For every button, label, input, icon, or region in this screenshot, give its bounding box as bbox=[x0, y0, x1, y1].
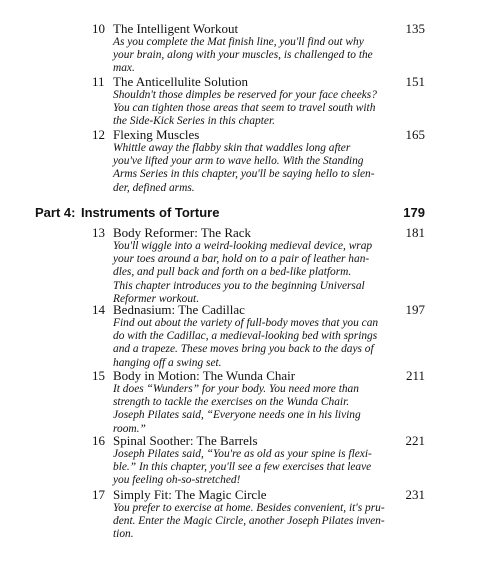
chapter-title: Body in Motion: The Wunda Chair bbox=[113, 368, 296, 383]
chapter-page: 231 bbox=[405, 487, 425, 502]
chapter-title: The Anticellulite Solution bbox=[113, 74, 249, 89]
chapter-description: Find out about the variety of full-body moves that you can do with the Cadillac, a medieval-looking bed with springs and a trapeze. These moves bring you back to the days of hanging off a swing set. bbox=[113, 317, 379, 369]
chapter-description: Joseph Pilates said, “You're as old as your spine is flexi- ble.” In this chapter, you'll see a few exercises that leave you feeling oh-so-stretched! bbox=[113, 448, 372, 487]
chapter-title: Flexing Muscles bbox=[113, 127, 200, 142]
chapter-title: The Intelligent Workout bbox=[113, 21, 239, 36]
chapter-title: Spinal Soother: The Barrels bbox=[113, 433, 258, 448]
chapter-page: 165 bbox=[405, 127, 425, 142]
chapter-description: It does “Wunders” for your body. You need more than strength to tackle the exercises on the Wunda Chair. Joseph Pilates said, “Everyone needs one in his living room.” bbox=[113, 383, 361, 435]
chapter-number: 17 bbox=[92, 487, 105, 502]
part-title: Instruments of Torture bbox=[81, 205, 220, 220]
chapter-number: 16 bbox=[92, 433, 105, 448]
chapter-page: 211 bbox=[405, 368, 425, 383]
chapter-number: 12 bbox=[92, 127, 105, 142]
part-label: Part 4: bbox=[35, 205, 76, 220]
chapter-page: 135 bbox=[405, 21, 425, 36]
chapter-title: Simply Fit: The Magic Circle bbox=[113, 487, 267, 502]
chapter-title: Body Reformer: The Rack bbox=[113, 225, 252, 240]
chapter-page: 151 bbox=[405, 74, 425, 89]
chapter-number: 11 bbox=[92, 74, 105, 89]
chapter-description: Whittle away the flabby skin that waddles long after you've lifted your arm to wave hello. With the Standing Arms Series in this chapter, you'll be saying hello to slen- der, defined arms. bbox=[113, 142, 375, 194]
chapter-number: 10 bbox=[92, 21, 105, 36]
chapter-number: 14 bbox=[92, 302, 105, 317]
chapter-title: Bednasium: The Cadillac bbox=[113, 302, 245, 317]
chapter-page: 197 bbox=[405, 302, 425, 317]
chapter-number: 13 bbox=[92, 225, 105, 240]
chapter-description: Shouldn't those dimples be reserved for your face cheeks? You can tighten those areas that seem to travel south with the Side-Kick Series in this chapter. bbox=[113, 89, 377, 128]
chapter-description: You'll wiggle into a weird-looking medieval device, wrap your toes around a bar, hold on to a pair of leather han- dles, and pull back and forth on a bed-like platform. This chapter introduces you to the beginning Universal Reformer workout. bbox=[113, 240, 373, 305]
part-page: 179 bbox=[403, 205, 425, 220]
chapter-description: As you complete the Mat finish line, you'll find out why your brain, along with your muscles, is challenged to the max. bbox=[113, 36, 373, 75]
chapter-number: 15 bbox=[92, 368, 105, 383]
chapter-description: You prefer to exercise at home. Besides convenient, it's pru- dent. Enter the Magic Circle, another Joseph Pilates inven- tion. bbox=[113, 502, 385, 541]
chapter-page: 221 bbox=[405, 433, 425, 448]
chapter-page: 181 bbox=[405, 225, 425, 240]
